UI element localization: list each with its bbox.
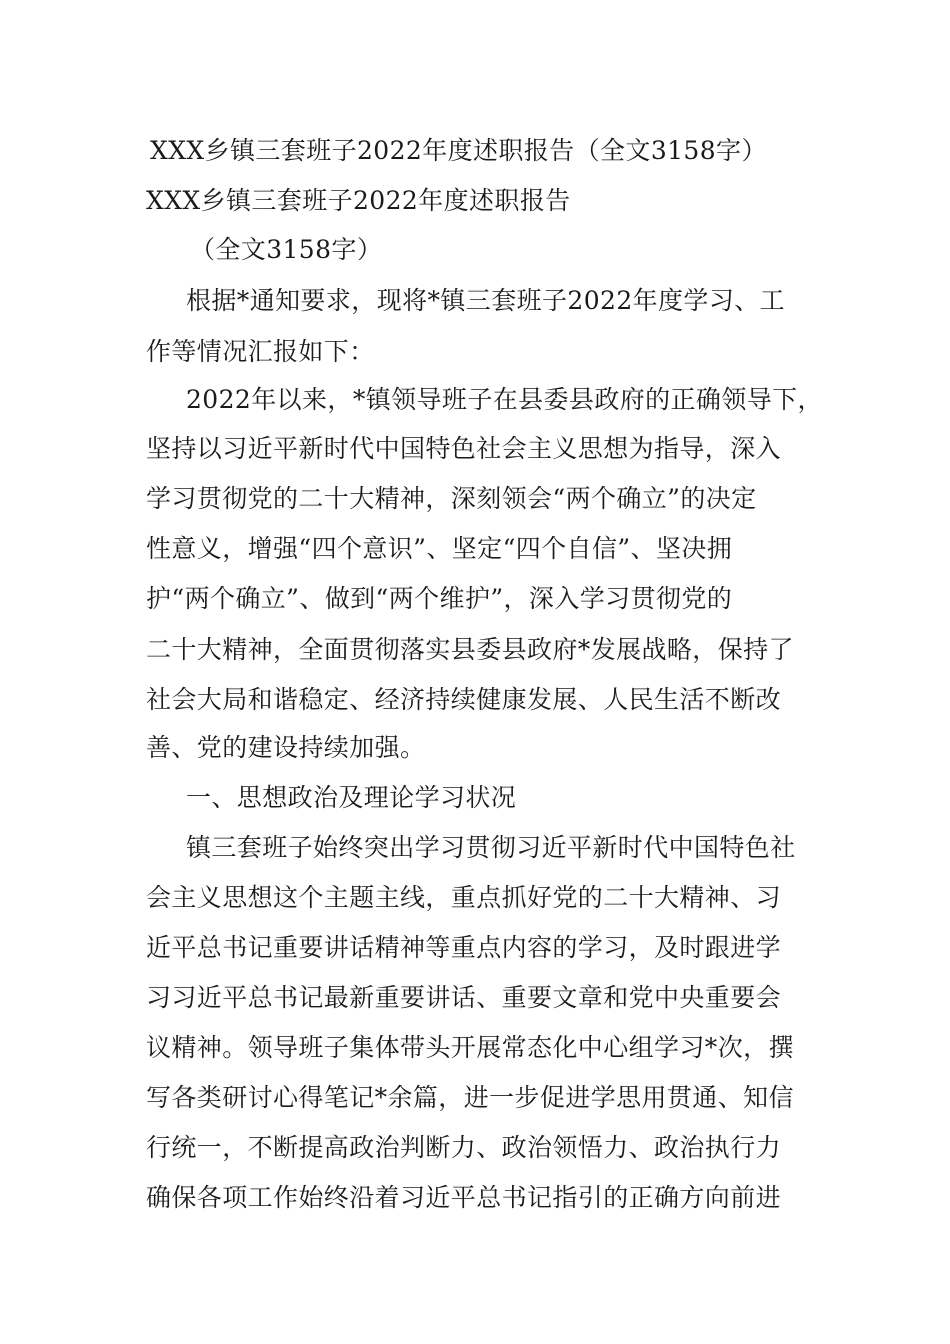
document-word-count: （全文3158字）: [190, 235, 383, 264]
paragraph-line: 镇三套班子始终突出学习贯彻习近平新时代中国特色社: [186, 833, 796, 862]
paragraph-line: 会主义思想这个主题主线，重点抓好党的二十大精神、习: [146, 883, 782, 912]
paragraph-line: 坚持以习近平新时代中国特色社会主义思想为指导，深入: [146, 434, 782, 463]
paragraph-line: 二十大精神，全面贯彻落实县委县政府*发展战略，保持了: [146, 635, 794, 664]
paragraph-line: 议精神。领导班子集体带头开展常态化中心组学习*次，撰: [146, 1033, 794, 1062]
paragraph-line: 2022年以来，*镇领导班子在县委县政府的正确领导下，: [186, 385, 823, 414]
section-heading: 一、思想政治及理论学习状况: [186, 783, 517, 812]
document-header-title: XXX乡镇三套班子2022年度述职报告（全文3158字）: [150, 136, 767, 165]
paragraph-line: 习习近平总书记最新重要讲话、重要文章和党中央重要会: [146, 983, 782, 1012]
paragraph-line: 近平总书记重要讲话精神等重点内容的学习，及时跟进学: [146, 933, 782, 962]
paragraph-line: 学习贯彻党的二十大精神，深刻领会“两个确立”的决定: [146, 484, 757, 513]
paragraph-line: 确保各项工作始终沿着习近平总书记指引的正确方向前进: [146, 1183, 782, 1212]
paragraph-line: 写各类研讨心得笔记*余篇，进一步促进学思用贯通、知信: [146, 1083, 794, 1112]
paragraph-line: 性意义，增强“四个意识”、坚定“四个自信”、坚决拥: [146, 534, 733, 563]
paragraph-line: 社会大局和谐稳定、经济持续健康发展、人民生活不断改: [146, 685, 782, 714]
paragraph-line: 善、党的建设持续加强。: [146, 733, 426, 762]
paragraph-line: 护“两个确立”、做到“两个维护”，深入学习贯彻党的: [146, 584, 733, 613]
paragraph-line: 根据*通知要求，现将*镇三套班子2022年度学习、工: [186, 286, 786, 315]
paragraph-line: 行统一，不断提高政治判断力、政治领悟力、政治执行力: [146, 1133, 782, 1162]
paragraph-line: 作等情况汇报如下：: [146, 337, 375, 366]
document-title: XXX乡镇三套班子2022年度述职报告: [146, 186, 571, 215]
